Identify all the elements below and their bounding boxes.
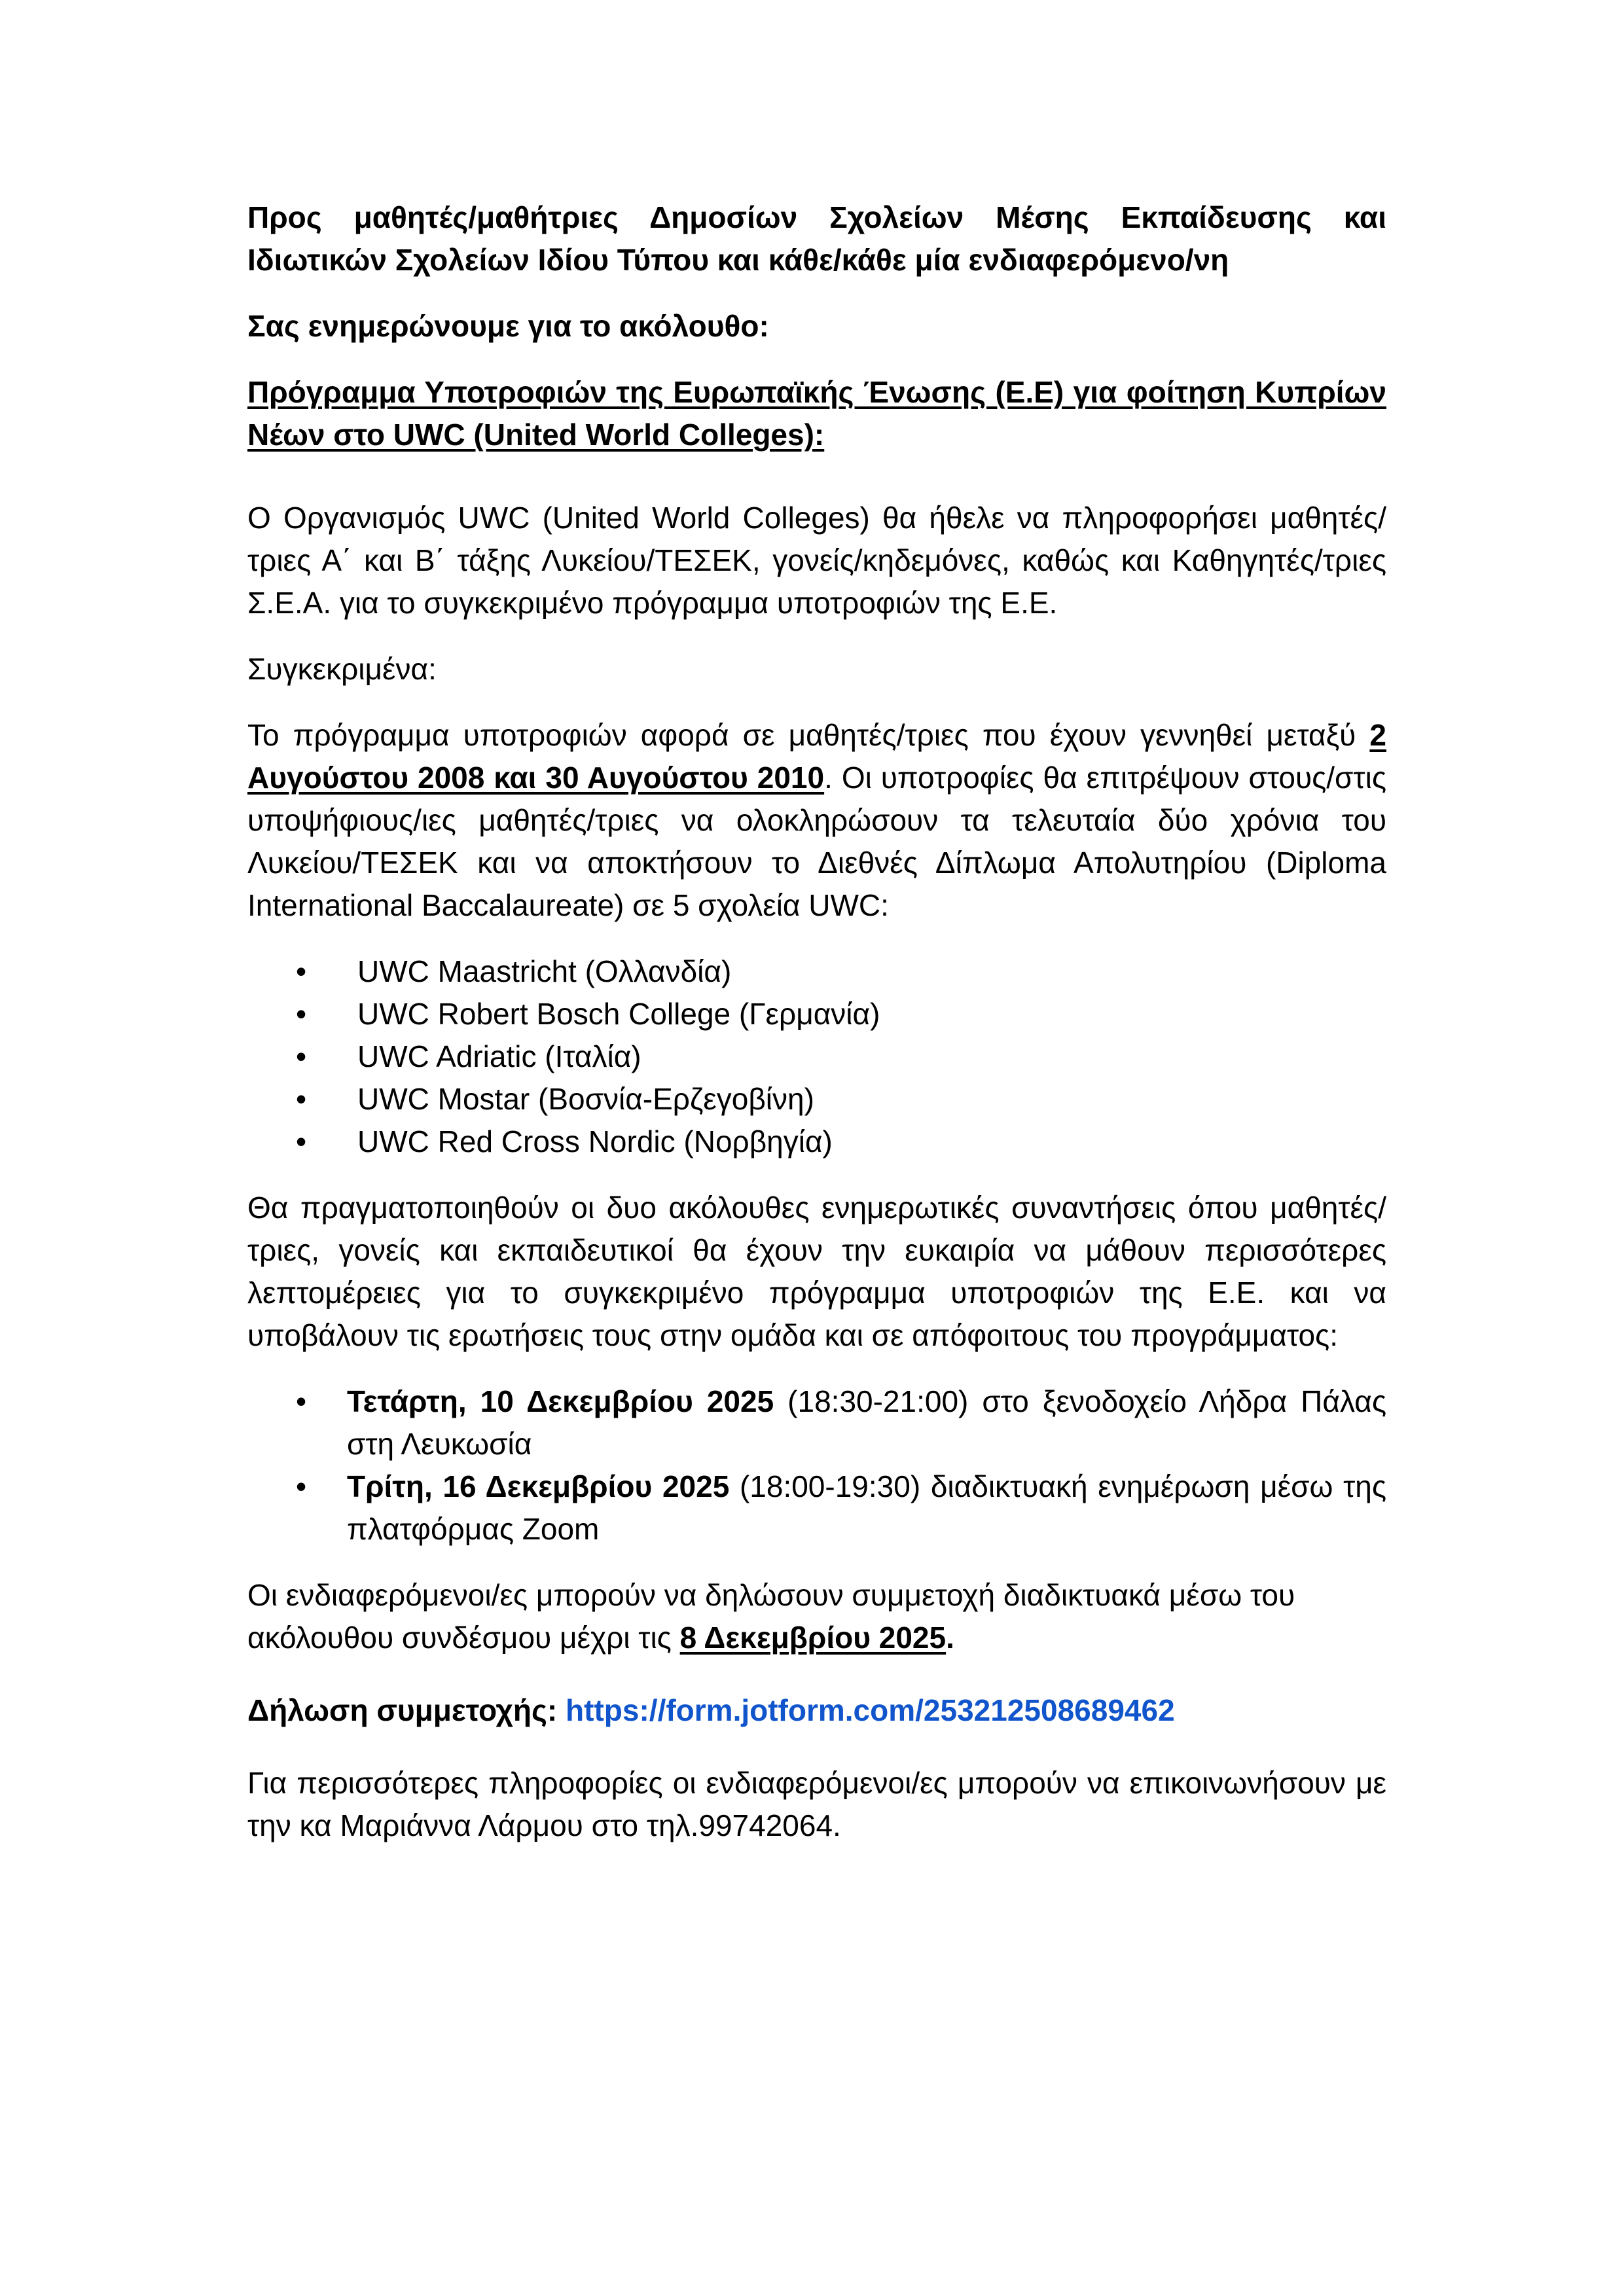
bullet-icon: • xyxy=(296,1124,307,1158)
paragraph-meetings: Θα πραγματοποιηθούν οι δυο ακόλουθες ενημερωτικές συναντήσεις όπου μαθητές/τριες, γονείς και εκπαιδευτικοί θα έχουν την ευκαιρία να μάθουν περισσότερες λεπτομέρειες για το συγκεκριμένο πρόγραμμα υποτροφιών της Ε.Ε. και να υποβάλουν τις ερωτήσεις τους στην ομάδα και σε απόφοιτους του προγράμματος: xyxy=(247,1191,1386,1352)
list-item xyxy=(247,993,1386,1035)
paragraph-organization: Ο Οργανισμός UWC (United World Colleges) θα ήθελε να πληροφορήσει μαθητές/τριες Α΄ και Β΄ τάξης Λυκείου/ΤΕΣΕΚ, γονείς/κηδεμόνες, καθώς και Καθηγητές/τριες Σ.Ε.Α. για το συγκεκριμένο πρόγραμμα υποτροφιών της Ε.Ε. xyxy=(247,501,1386,620)
paragraph-contact: Για περισσότερες πληροφορίες οι ενδιαφερόμενοι/ες μπορούν να επικοινωνήσουν με την κα Μαριάννα Λάρμου στο τηλ.99742064. xyxy=(247,1766,1386,1842)
intro-line: Σας ενημερώνουμε για το ακόλουθο: xyxy=(247,309,769,343)
bullet-icon: • xyxy=(296,954,307,988)
school-name: UWC Adriatic (Ιταλία) xyxy=(357,1039,641,1073)
bullet-icon: • xyxy=(296,1384,307,1418)
event-date: Τετάρτη, 10 Δεκεμβρίου 2025 xyxy=(347,1384,774,1418)
recipients-heading: Προς μαθητές/μαθήτριες Δημοσίων Σχολείων Μέσης Εκπαίδευσης και Ιδιωτικών Σχολείων Ιδίου Τύπου και κάθε/κάθε μία ενδιαφερόμενο/νη xyxy=(247,200,1386,277)
registration-label: Δήλωση συμμετοχής: xyxy=(247,1693,558,1727)
list-item xyxy=(247,1035,1386,1078)
list-item xyxy=(247,950,1386,993)
school-name: UWC Red Cross Nordic (Νορβηγία) xyxy=(357,1124,833,1158)
specifically-label: Συγκεκριμένα: xyxy=(247,652,437,686)
paragraph-registration-deadline xyxy=(247,1574,1347,1659)
school-name: UWC Robert Bosch College (Γερμανία) xyxy=(357,997,880,1031)
registration-link[interactable]: https://form.jotform.com/253212508689462 xyxy=(566,1693,1175,1727)
program-title: Πρόγραμμα Υποτροφιών της Ευρωπαϊκής Ένωσης (Ε.Ε) για φοίτηση Κυπρίων Νέων στο UWC (United World Colleges): xyxy=(247,375,1386,452)
bullet-icon: • xyxy=(296,1082,307,1116)
event-details: (18:30-21:00) στο ξενοδοχείο Λήδρα Πάλας στη Λευκωσία xyxy=(347,1384,1387,1461)
event-details: (18:00-19:30) διαδικτυακή ενημέρωση μέσω της πλατφόρμας Zoom xyxy=(347,1469,1386,1546)
eligibility-text-before: Το πρόγραμμα υποτροφιών αφορά σε μαθητές/τριες που έχουν γεννηθεί μεταξύ xyxy=(247,718,1370,752)
deadline-text-before: Οι ενδιαφερόμενοι/ες μπορούν να δηλώσουν συμμετοχή διαδικτυακά μέσω του ακόλουθου συνδέσμου μέχρι τις xyxy=(247,1578,1295,1655)
schools-list xyxy=(247,950,1386,1163)
registration-line xyxy=(247,1689,1386,1732)
eligibility-dates: 2 Αυγούστου 2008 και 30 Αυγούστου 2010 xyxy=(247,718,1386,795)
bullet-icon: • xyxy=(296,1039,307,1073)
list-item xyxy=(247,1121,1386,1163)
list-item xyxy=(247,1465,1386,1551)
bullet-icon: • xyxy=(296,997,307,1031)
deadline-text-after: . xyxy=(946,1621,954,1655)
document-page xyxy=(247,196,1386,1847)
events-list xyxy=(247,1380,1386,1551)
bullet-icon: • xyxy=(296,1469,307,1503)
school-name: UWC Mostar (Βοσνία-Ερζεγοβίνη) xyxy=(357,1082,814,1116)
deadline-date: 8 Δεκεμβρίου 2025 xyxy=(679,1621,947,1655)
eligibility-text-after: . Οι υποτροφίες θα επιτρέψουν στους/στις υποψήφιους/ιες μαθητές/τριες να ολοκληρώσουν τα τελευταία δύο χρόνια του Λυκείου/ΤΕΣΕΚ και να αποκτήσουν το Διεθνές Δίπλωμα Απολυτηρίου (Diploma International Baccalaureate) σε 5 σχολεία UWC: xyxy=(247,761,1386,922)
paragraph-eligibility xyxy=(247,714,1386,927)
school-name: UWC Maastricht (Ολλανδία) xyxy=(357,954,732,988)
event-date: Τρίτη, 16 Δεκεμβρίου 2025 xyxy=(347,1469,730,1503)
list-item xyxy=(247,1380,1386,1465)
list-item xyxy=(247,1078,1386,1121)
